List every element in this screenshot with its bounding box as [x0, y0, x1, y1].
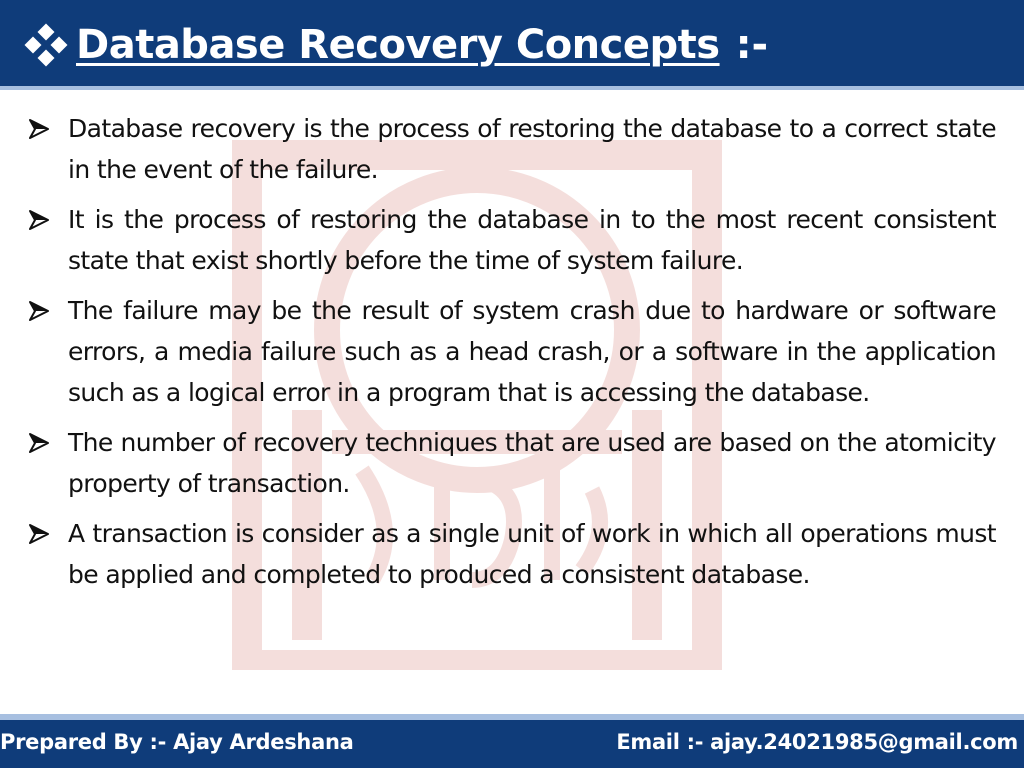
arrow-bullet-icon	[28, 432, 50, 454]
bullet-item	[28, 422, 996, 504]
header-divider	[0, 86, 1024, 90]
title-container	[24, 18, 768, 72]
page-title: Database Recovery Concepts	[76, 22, 720, 68]
arrow-bullet-icon	[28, 300, 50, 322]
bullet-item	[28, 199, 996, 281]
bullet-item	[28, 108, 996, 190]
arrow-bullet-icon	[28, 118, 50, 140]
footer-prepared-by: Prepared By :- Ajay Ardeshana	[0, 730, 354, 754]
arrow-bullet-icon	[28, 523, 50, 545]
bullet-text: It is the process of restoring the database in to the most recent consistent state that exist shortly before the time of system failure.	[68, 205, 996, 275]
diamond-bullet-icon	[24, 23, 68, 67]
bullet-text: The number of recovery techniques that are used are based on the atomicity property of transaction.	[68, 428, 996, 498]
bullet-list	[28, 108, 996, 604]
footer-email: Email :- ajay.24021985@gmail.com	[616, 730, 1018, 754]
bullet-item	[28, 290, 996, 413]
bullet-item	[28, 513, 996, 595]
title-suffix: :-	[735, 22, 769, 68]
bullet-text: Database recovery is the process of restoring the database to a correct state in the event of the failure.	[68, 114, 996, 184]
arrow-bullet-icon	[28, 209, 50, 231]
bullet-text: The failure may be the result of system crash due to hardware or software errors, a media failure such as a head crash, or a software in the application such as a logical error in a program that is accessing the database.	[68, 296, 996, 407]
bullet-text: A transaction is consider as a single unit of work in which all operations must be applied and completed to produced a consistent database.	[68, 519, 996, 589]
